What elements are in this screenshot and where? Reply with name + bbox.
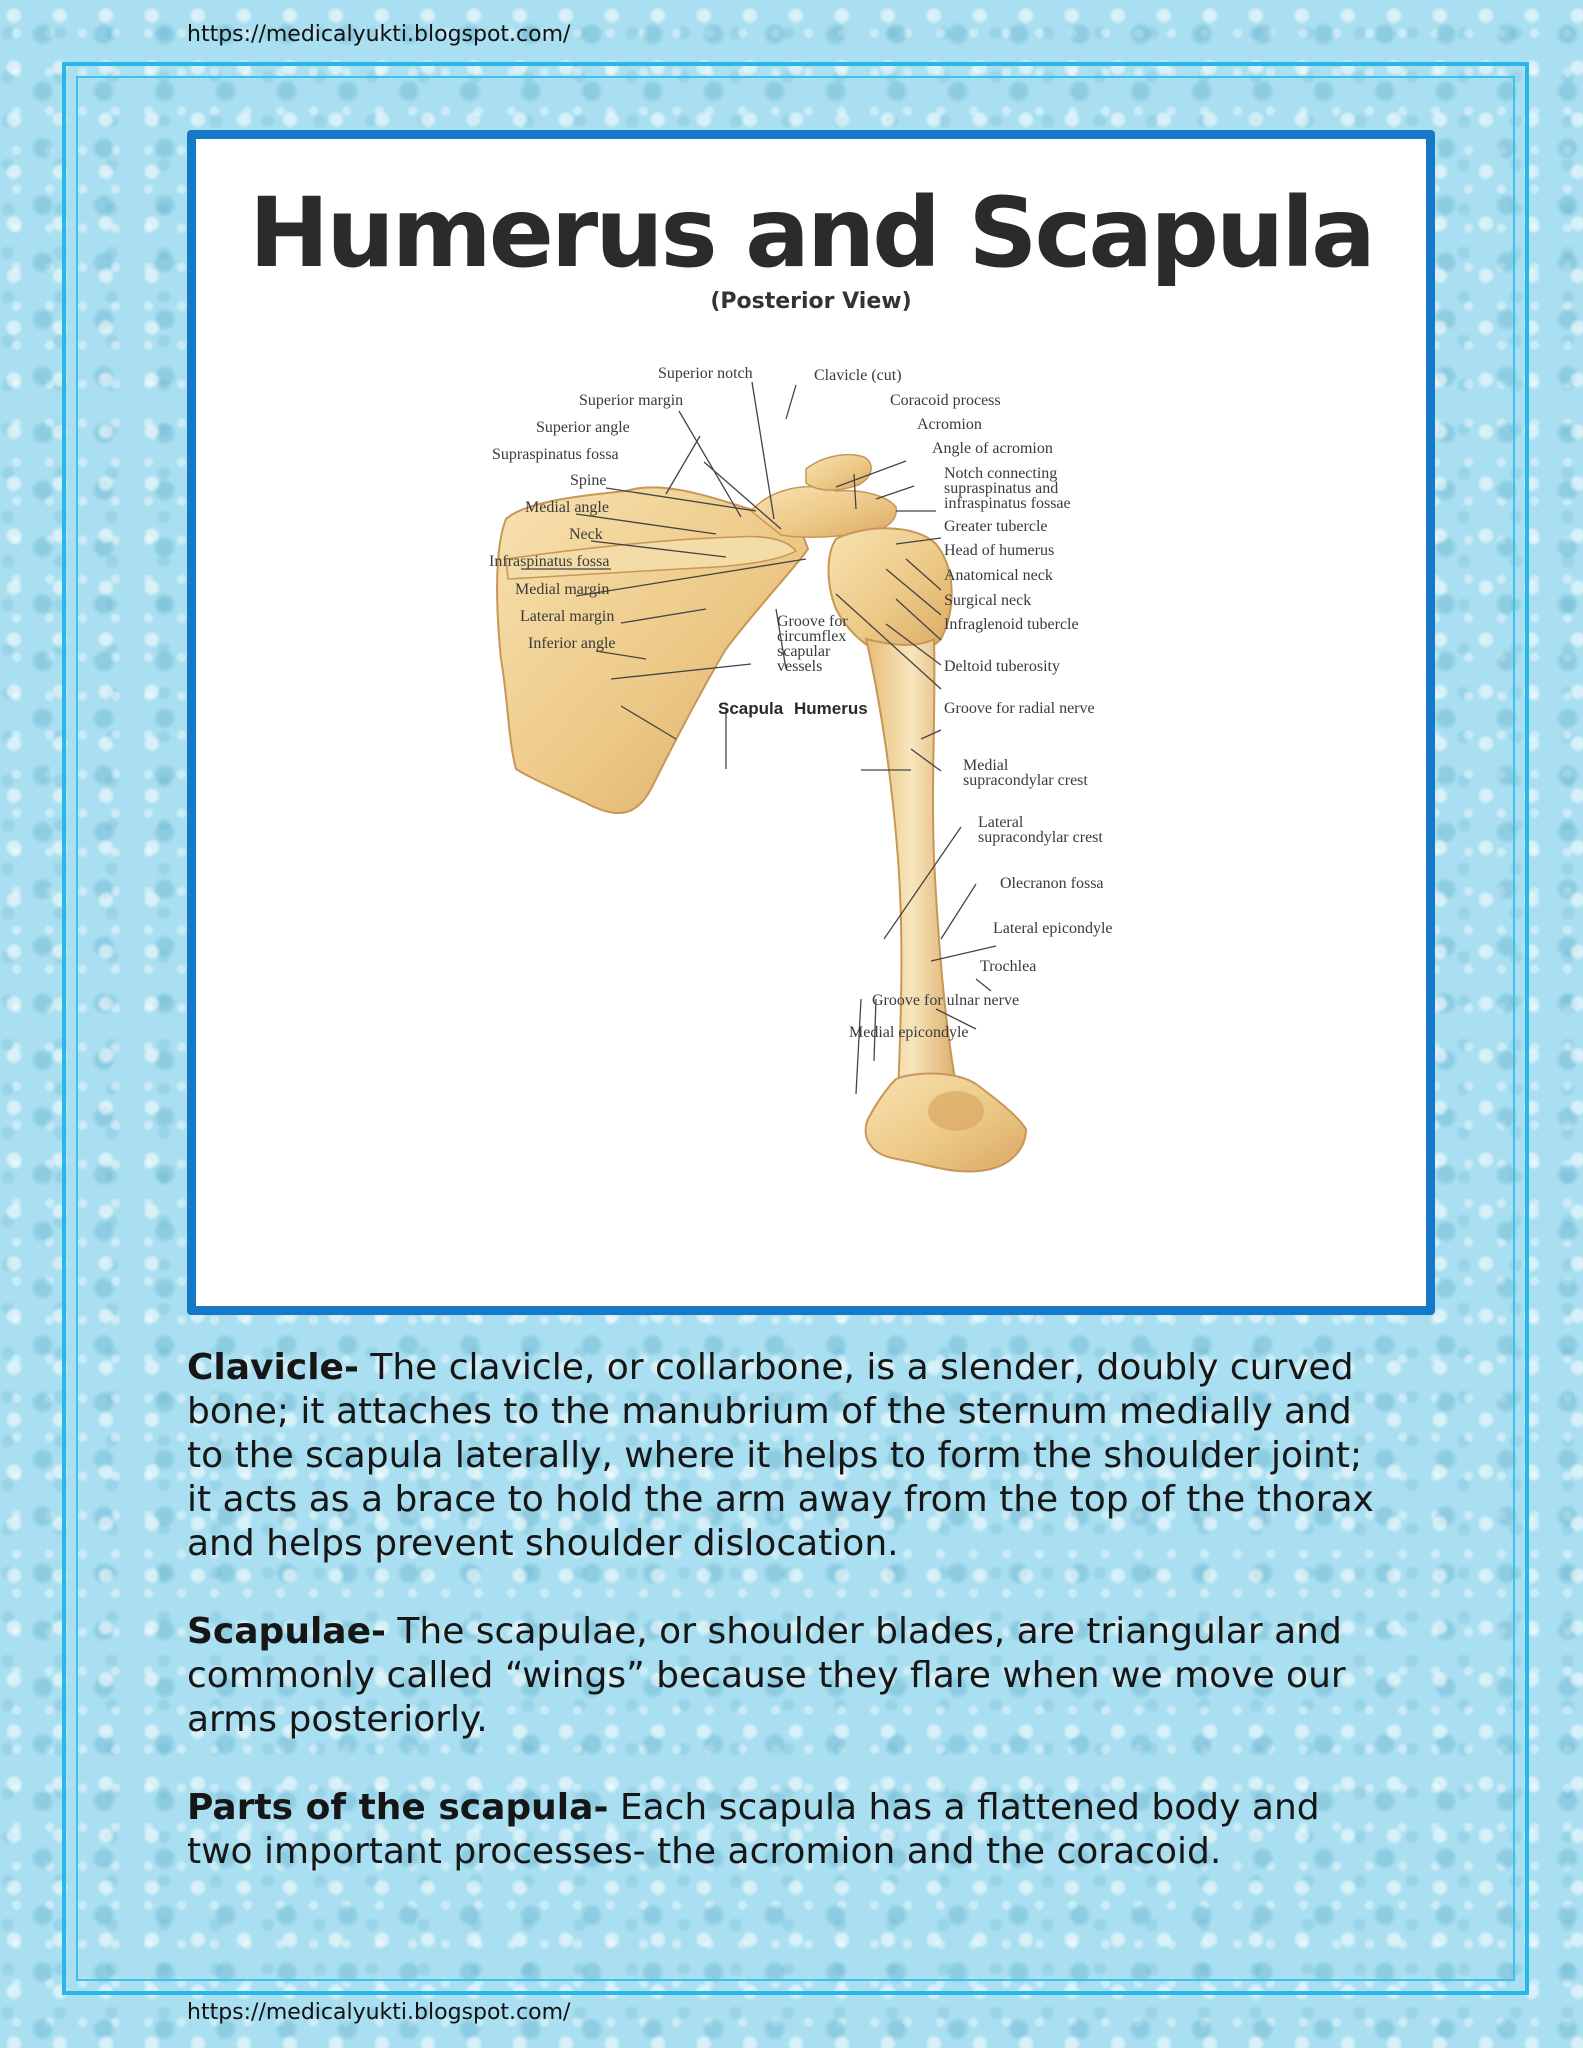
paragraph-scapulae — [187, 1610, 1407, 1742]
paragraph-clavicle — [187, 1346, 1407, 1566]
label-trochlea: Trochlea — [980, 958, 1037, 975]
label-lateral-supra-line-2: supracondylar crest — [978, 829, 1103, 846]
label-infraglenoid-tubercle: Infraglenoid tubercle — [944, 616, 1079, 633]
label-lateral-margin: Lateral margin — [520, 608, 615, 625]
paragraph-line: arms posteriorly. — [187, 1699, 488, 1740]
label-lateral-epicondyle: Lateral epicondyle — [993, 920, 1113, 937]
header-url: https://medicalyukti.blogspot.com/ — [187, 22, 571, 47]
paragraph-term: Parts of the scapula- — [187, 1787, 609, 1828]
label-notch-line-3: infraspinatus fossae — [944, 495, 1071, 512]
label-superior-notch: Superior notch — [658, 365, 753, 382]
clavicle-shape — [806, 455, 871, 490]
label-anatomical-neck: Anatomical neck — [944, 567, 1053, 584]
label-medial-epicondyle: Medial epicondyle — [849, 1024, 969, 1041]
label-angle-of-acromion: Angle of acromion — [932, 440, 1053, 457]
humerus-head-shape — [829, 528, 952, 656]
paragraph-line: The scapulae, or shoulder blades, are triangular and — [385, 1611, 1342, 1652]
label-medial-angle: Medial angle — [525, 499, 609, 516]
label-surgical-neck: Surgical neck — [944, 592, 1032, 609]
label-groove-cf-line-4: vessels — [777, 658, 823, 675]
label-groove-cf-line-3: scapular — [777, 643, 831, 660]
label-coracoid-process: Coracoid process — [890, 392, 1001, 409]
label-superior-margin: Superior margin — [579, 392, 684, 409]
label-inferior-angle: Inferior angle — [528, 635, 616, 652]
label-superior-angle: Superior angle — [536, 419, 630, 436]
label-supraspinatus-fossa: Supraspinatus fossa — [492, 446, 619, 463]
label-groove-cf-line-1: Groove for — [777, 613, 848, 630]
label-medial-margin: Medial margin — [515, 581, 610, 598]
label-clavicle-cut: Clavicle (cut) — [814, 367, 902, 384]
label-notch-line-1: Notch connecting — [944, 465, 1058, 482]
label-greater-tubercle: Greater tubercle — [944, 518, 1048, 535]
label-spine: Spine — [570, 472, 607, 489]
paragraph-line: Each scapula has a flattened body and — [608, 1787, 1320, 1828]
olecranon-fossa-shape — [928, 1091, 984, 1131]
label-olecranon-fossa: Olecranon fossa — [1000, 875, 1104, 892]
label-groove-ulnar-nerve: Groove for ulnar nerve — [872, 992, 1020, 1009]
label-head-of-humerus: Head of humerus — [944, 542, 1055, 559]
footer-url: https://medicalyukti.blogspot.com/ — [187, 2000, 571, 2025]
figure-subtitle: (Posterior View) — [710, 289, 912, 314]
label-notch-line-2: supraspinatus and — [944, 480, 1059, 497]
paragraph-line: two important processes- the acromion and the coracoid. — [187, 1831, 1222, 1872]
paragraph-line: commonly called “wings” because they flare when we move our — [187, 1655, 1346, 1696]
label-humerus: Humerus — [794, 699, 868, 718]
paragraph-line: it acts as a brace to hold the arm away from the top of the thorax — [187, 1479, 1374, 1520]
paragraph-line: The clavicle, or collarbone, is a slender, doubly curved — [358, 1347, 1354, 1388]
paragraph-line: and helps prevent shoulder dislocation. — [187, 1523, 899, 1564]
label-neck: Neck — [569, 526, 603, 543]
label-infraspinatus-fossa: Infraspinatus fossa — [489, 553, 610, 570]
paragraph-line: bone; it attaches to the manubrium of the sternum medially and — [187, 1391, 1352, 1432]
paragraph-term: Scapulae- — [187, 1611, 386, 1652]
anatomy-figure — [187, 130, 1435, 1315]
figure-title: Humerus and Scapula — [249, 177, 1373, 289]
bone-illustration — [196, 139, 1408, 1288]
paragraph-line: to the scapula laterally, where it helps to form the shoulder joint; — [187, 1435, 1363, 1476]
label-groove-radial-nerve: Groove for radial nerve — [944, 700, 1095, 717]
label-deltoid-tuberosity: Deltoid tuberosity — [944, 658, 1060, 675]
label-scapula: Scapula — [718, 699, 784, 718]
paragraph-term: Clavicle- — [187, 1347, 359, 1388]
paragraph-parts-of-scapula — [187, 1786, 1407, 1874]
label-acromion: Acromion — [917, 416, 982, 433]
label-lateral-supra-line-1: Lateral — [978, 814, 1024, 831]
label-medial-supra-line-2: supracondylar crest — [963, 772, 1088, 789]
label-medial-supra-line-1: Medial — [963, 757, 1009, 774]
label-groove-cf-line-2: circumflex — [777, 628, 847, 645]
